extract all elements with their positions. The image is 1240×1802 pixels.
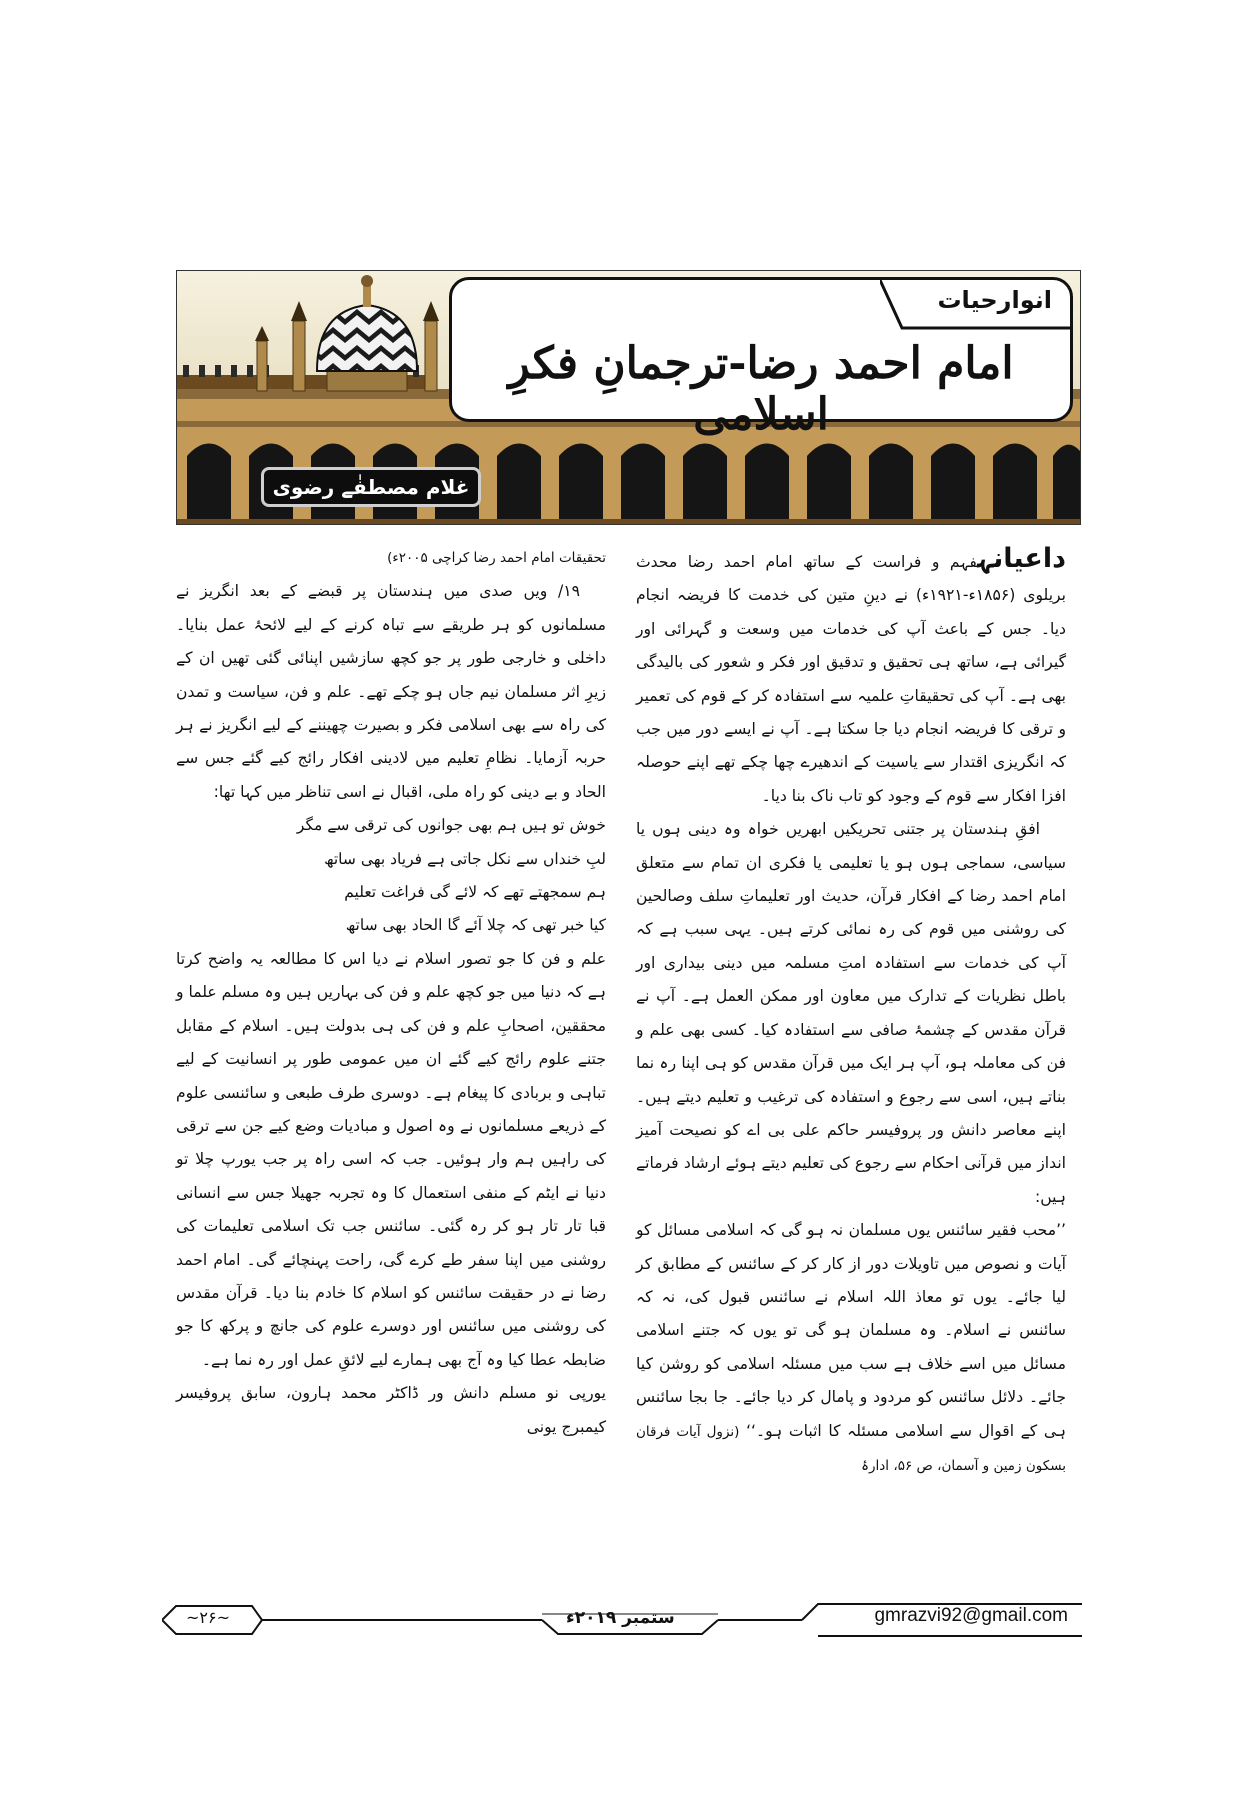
block-quote xyxy=(636,1214,1066,1483)
page-footer xyxy=(162,1600,1082,1640)
paragraph: ۱۹/ ویں صدی میں ہندستان پر قبضے کے بعد انگریز نے مسلمانوں کو ہر طریقے سے تباہ کرنے کے لیے لائحۂ عمل بنایا۔ داخلی و خارجی طور پر جو کچھ سازشیں اپنائی گئی تھیں ان کے زیرِ اثر مسلمان نیم جاں ہو چکے تھے۔ علم و فن، سیاست و تمدن کی راہ سے بھی اسلامی فکر و بصیرت چھیننے کے لیے انگریز نے ہر حربہ آزمایا۔ نظامِ تعلیم میں لادینی افکار رائج کیے گئے جس سے الحاد و بے دینی کو راہ ملی، اقبال نے اسی تناظر میں کہا تھا: xyxy=(176,582,606,801)
quote-text: ’’محب فقیر سائنس یوں مسلمان نہ ہو گی کہ اسلامی مسائل کو آیات و نصوص میں تاویلات دور از کار کر کے سائنس کے مطابق کر لیا جائے۔ یوں تو معاذ اللہ اسلام نے سائنس قبول کی، نہ کہ سائنس نے اسلام۔ وہ مسلمان ہو گی تو یوں کہ جتنے اسلامی مسائل میں اسے خلاف ہے سب میں مسئلہ اسلامی کو روشن کیا جائے۔ دلائل سائنس کو مردود و پامال کر دیا جائے۔ جا بجا سائنس ہی کے اقوال سے اسلامی مسئلہ کا اثبات ہو۔‘‘ xyxy=(636,1221,1066,1440)
contact-email: gmrazvi92@gmail.com xyxy=(874,1605,1068,1626)
verse-line: لبِ خنداں سے نکل جاتی ہے فریاد بھی ساتھ xyxy=(324,849,606,868)
header-banner xyxy=(176,270,1081,525)
verse-line: ہم سمجھتے تھے کہ لائے گی فراغت تعلیم xyxy=(344,883,606,902)
issue-date: ستمبر ۲۰۱۹ء xyxy=(566,1608,675,1628)
intro-paragraph xyxy=(636,542,1066,813)
paragraph: یورپی نو مسلم دانش ور ڈاکٹر محمد ہارون، سابق پروفیسر کیمبرج یونی xyxy=(176,1384,606,1436)
title-box xyxy=(449,277,1073,440)
paragraph: علم و فن کا جو تصور اسلام نے دیا اس کا مطالعہ یہ واضح کرتا ہے کہ دنیا میں جو کچھ علم و فن کی بہاریں ہیں وہ مسلم علما و محققین، اصحابِ علم و فن کی ہی بدولت ہیں۔ اسلام کے مقابل جتنے علوم رائج کیے گئے ان میں عمومی طور پر انسانیت کے لیے تباہی و بربادی کا پیغام ہے۔ دوسری طرف طبعی و سائنسی علوم کے ذریعے مسلمانوں نے وہ اصول و مبادیات وضع کیے جن سے ترقی کی راہیں ہم وار ہوئیں۔ جب کہ اسی راہ پر جب یورپ چلا تو دنیا نے ایٹم کے منفی استعمال کا وہ تجربہ جھیلا جس سے انسانی قبا تار تار ہو کر رہ گئی۔ سائنس جب تک اسلامی تعلیمات کی روشنی میں اپنا سفر طے کرے گی، راحت پہنچائے گی۔ امام احمد رضا نے در حقیقت سائنس کو اسلام کا خادم بنا دیا۔ قرآن مقدس کی روشنی میں سائنس اور دوسرے علوم کی جانچ و پرکھ کا جو ضابطہ عطا کیا وہ آج بھی ہمارے لیے لائقِ عمل اور رہ نما ہے۔ xyxy=(176,949,606,1369)
quote-reference: (نزول آیات فرقان بسکون زمین و آسمان، ص ۵۶، ادارۂ xyxy=(636,1423,1066,1474)
article-title: امام احمد رضا-ترجمانِ فکرِ اسلامی xyxy=(508,338,1014,440)
paragraph: افقِ ہندستان پر جتنی تحریکیں ابھریں خواہ وہ دینی ہوں یا سیاسی، سماجی ہوں ہو یا تعلیمی یا فکری ان تمام سے متعلق امام احمد رضا کے افکار قرآن، حدیث اور تعلیماتِ سلف وصالحین کی روشنی میں قوم کی رہ نمائی کرتے ہیں۔ یہی سبب ہے کہ آپ کی خدمات سے استفادہ امتِ مسلمہ میں دینی بیداری اور باطل نظریات کے تدارک میں معاون اور ممکن العمل ہے۔ آپ نے قرآن مقدس کے چشمۂ صافی سے استفادہ کیا۔ کسی بھی علم و فن کی معاملہ ہو، آپ ہر ایک میں قرآن مقدس کو ہی اپنا رہ نما بناتے ہیں، اسی سے رجوع و استفادہ کی ترغیب و تعلیم دیتے ہیں۔ اپنے معاصر دانش ور پروفیسر حاکم علی بی اے کو نصیحت آمیز انداز میں قرآنی احکام سے رجوع کی تعلیم دیتے ہوئے ارشاد فرماتے ہیں: xyxy=(636,820,1066,1206)
page-number: ~۲۶~ xyxy=(186,1608,230,1627)
reference-continuation: تحقیقات امام احمد رضا کراچی ۲۰۰۵ء) xyxy=(387,550,606,566)
poem-verses xyxy=(176,809,606,943)
intro-text: فہم و فراست کے ساتھ امام احمد رضا محدث بریلوی (۱۸۵۶ء-۱۹۲۱ء) نے دینِ متین کی خدمت کا فریضہ انجام دیا۔ جس کے باعث آپ کی خدمات میں وسعت و گہرائی اور گیرائی ہے، ساتھ ہی تحقیق و تدقیق اور فکر و شعور کی بالیدگی بھی ہے۔ آپ کی تحقیقاتِ علمیہ سے استفادہ کر کے قوم کی تعمیر و ترقی کا فریضہ انجام دیا جا سکتا ہے۔ آپ نے ایسے دور میں جب کہ انگریزی اقتدار سے یاسیت کے اندھیرے چھا چکے تھے اپنے حوصلہ افزا افکار سے قوم کے وجود کو تاب ناک بنا دیا۔ xyxy=(636,553,1067,805)
lead-word: داعیانہ xyxy=(977,543,1066,574)
author-name: غلام مصطفٰے رضوی xyxy=(261,467,481,507)
section-label: انوارحیات xyxy=(937,286,1052,314)
verse-line: خوش تو ہیں ہم بھی جوانوں کی ترقی سے مگر xyxy=(296,816,606,835)
verse-line: کیا خبر تھی کہ چلا آئے گا الحاد بھی ساتھ xyxy=(345,916,606,935)
